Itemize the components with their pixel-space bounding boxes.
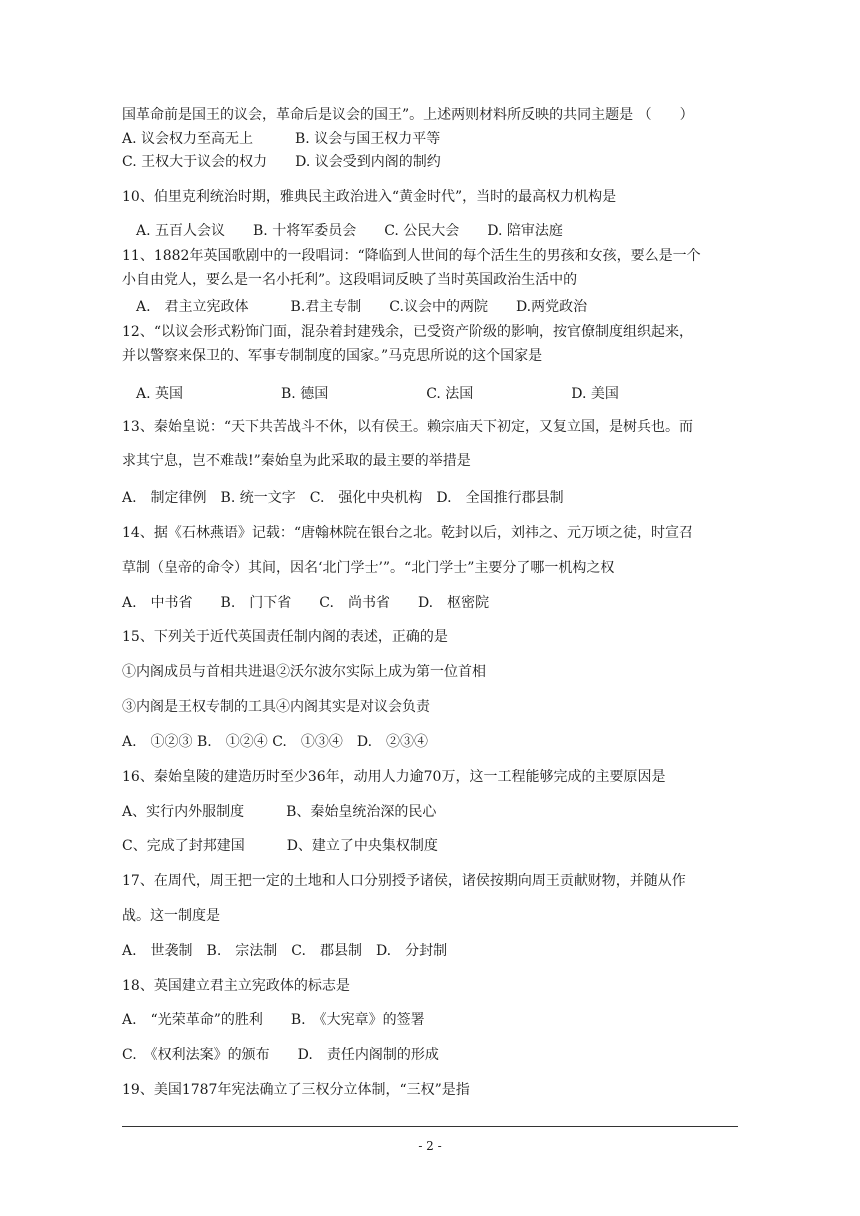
q11-stem-line2: 小自由党人，要么是一名小托利”。这段唱词反映了当时英国政治生活中的 [122,272,578,288]
q10-stem: 10、伯里克利统治时期，雅典民主政治进入“黄金时代”，当时的最高权力机构是 [122,189,617,205]
q18-stem: 18、英国建立君主立宪政体的标志是 [122,978,350,994]
q12-options: A. 英国 B. 德国 C. 法国 D. 美国 [122,386,619,402]
q15-statements-2: ③内阁是王权专制的工具④内阁其实是对议会负责 [122,699,430,715]
q16-options-cd: C、完成了封邦建国 D、建立了中央集权制度 [122,838,438,854]
q14-options: A. 中书省 B. 门下省 C. 尚书省 D. 枢密院 [122,595,490,611]
q11-stem-line1: 11、1882年英国歌剧中的一段唱词：“降临到人世间的每个活生生的男孩和女孩，要么是一个 [122,248,701,264]
q18-options-cd: C. 《权利法案》的颁布 D. 责任内阁制的形成 [122,1047,439,1063]
q18-options-ab: A. “光荣革命”的胜利 B. 《大宪章》的签署 [122,1012,425,1028]
q19-stem: 19、美国1787年宪法确立了三权分立体制，“三权”是指 [122,1082,470,1098]
page-number: - 2 - [418,1139,442,1153]
q14-stem-line1: 14、据《石林燕语》记载：“唐翰林院在银台之北。乾封以后，刘祎之、元万顷之徒，时宣召 [122,525,693,541]
q13-stem-line2: 求其宁息，岂不难哉!”秦始皇为此采取的最主要的举措是 [122,453,471,469]
q16-options-ab: A、实行内外服制度 B、秦始皇统治深的民心 [122,804,437,820]
q17-options: A. 世袭制 B. 宗法制 C. 郡县制 D. 分封制 [122,943,448,959]
footer-divider [122,1126,738,1127]
q16-stem: 16、秦始皇陵的建造历时至少36年，动用人力逾70万，这一工程能够完成的主要原因是 [122,769,666,785]
q12-stem-line1: 12、“以议会形式粉饰门面，混杂着封建残余，已受资产阶级的影响，按官僚制度组织起来， [122,324,693,340]
q15-statements-1: ①内阁成员与首相共进退②沃尔波尔实际上成为第一位首相 [122,664,486,680]
q11-options: A. 君主立宪政体 B.君主专制 C.议会中的两院 D.两党政治 [122,299,588,315]
q17-stem-line1: 17、在周代，周王把一定的土地和人口分别授予诸侯，诸侯按期向周王贡献财物，并随从作 [122,873,686,889]
q12-stem-line2: 并以警察来保卫的、军事专制制度的国家。”马克思所说的这个国家是 [122,348,543,364]
q10-options: A. 五百人会议 B. 十将军委员会 C. 公民大会 D. 陪审法庭 [122,223,563,239]
q17-stem-line2: 战。这一制度是 [122,908,220,924]
q13-stem-line1: 13、秦始皇说：“天下共苦战斗不休，以有侯王。赖宗庙天下初定，又复立国，是树兵也。而 [122,419,693,435]
q9-options-cd: C. 王权大于议会的权力 D. 议会受到内阁的制约 [122,154,441,170]
q9-options-ab: A. 议会权力至高无上 B. 议会与国王权力平等 [122,131,441,147]
q15-options: A. ①②③ B. ①②④ C. ①③④ D. ②③④ [122,734,429,750]
q14-stem-line2: 草制（皇帝的命令）其间，因名‘北门学士’”。“北门学士”主要分了哪一机构之权 [122,560,615,576]
q9-stem-tail: 国革命前是国王的议会，革命后是议会的国王”。上述两则材料所反映的共同主题是 （ ） [122,107,694,123]
q13-options: A. 制定律例 B. 统一文字 C. 强化中央机构 D. 全国推行郡县制 [122,490,564,506]
q15-stem: 15、下列关于近代英国责任制内阁的表述，正确的是 [122,629,448,645]
